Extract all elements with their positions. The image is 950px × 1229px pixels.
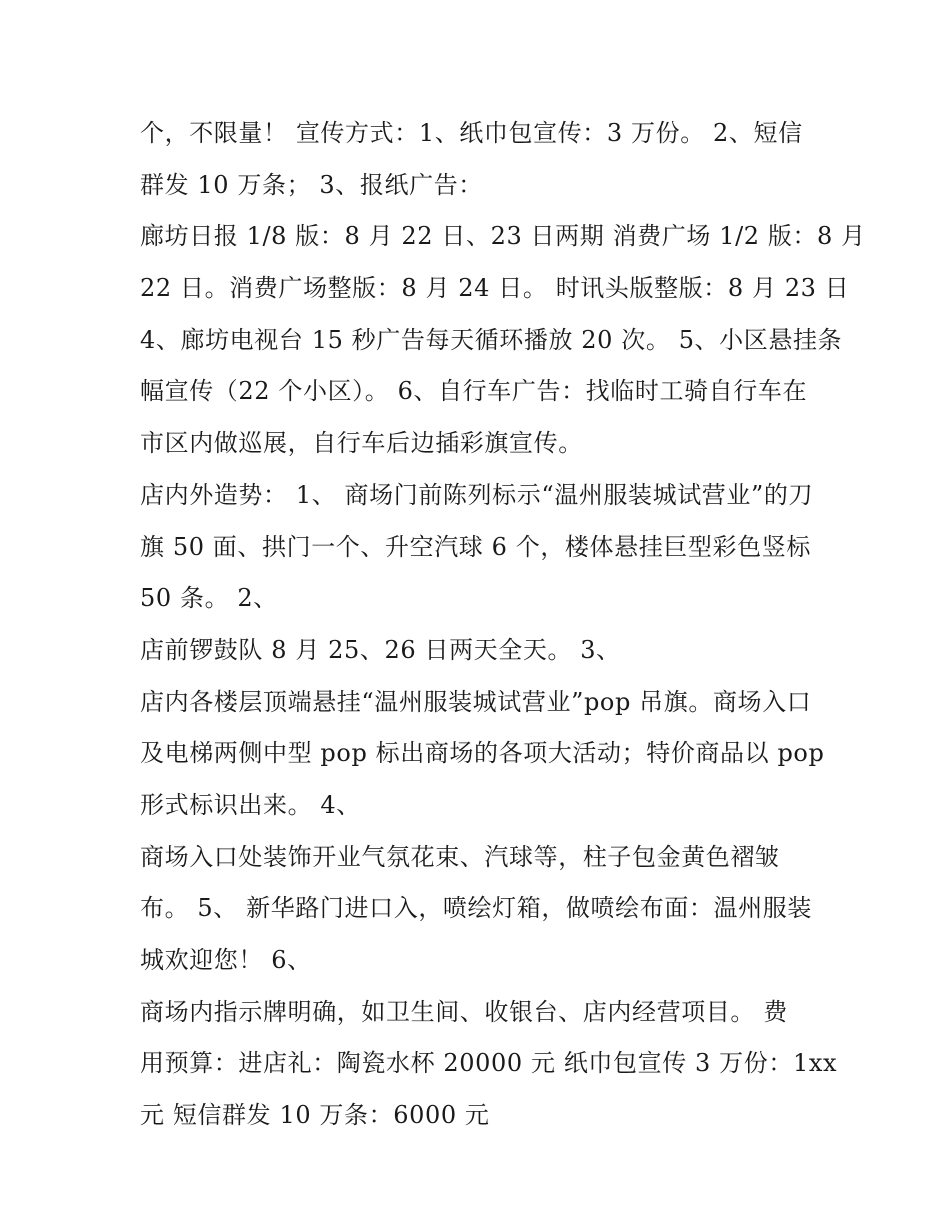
text-line: 市区内做巡展，自行车后边插彩旗宣传。 [140,429,583,458]
text-line: 布。 5、 新华路门进口入，喷绘灯箱，做喷绘布面：温州服装 [140,894,812,923]
text-line: 店内外造势： 1、 商场门前陈列标示“温州服装城试营业”的刀 [140,480,814,509]
text-line: 店内各楼层顶端悬挂“温州服装城试营业”pop 吊旗。商场入口 [140,687,812,716]
text-line: 形式标识出来。 4、 [140,790,361,819]
text-line: 商场内指示牌明确，如卫生间、收银台、店内经营项目。 费 [140,997,788,1026]
text-line: 22 日。消费广场整版：8 月 24 日。 时讯头版整版：8 月 23 日 [140,274,850,303]
text-line: 及电梯两侧中型 pop 标出商场的各项大活动；特价商品以 pop [140,739,825,768]
document-body [140,108,866,1142]
text-line: 群发 10 万条； 3、报纸广告： [140,170,483,199]
text-line: 旗 50 面、拱门一个、升空汽球 6 个，楼体悬挂巨型彩色竖标 [140,532,811,561]
text-line: 城欢迎您！ 6、 [140,946,312,974]
text-line: 4、廊坊电视台 15 秒广告每天循环播放 20 次。 5、小区悬挂条 [140,325,843,354]
text-line: 元 短信群发 10 万条：6000 元 [140,1101,490,1130]
text-line: 幅宣传（22 个小区）。 6、自行车广告：找临时工骑自行车在 [140,377,808,406]
text-line: 廊坊日报 1/8 版：8 月 22 日、23 日两期 消费广场 1/2 版：8 月 [140,222,866,251]
text-line: 个，不限量！ 宣传方式：1、纸巾包宣传：3 万份。 2、短信 [140,119,803,147]
text-line: 用预算：进店礼：陶瓷水杯 20000 元 纸巾包宣传 3 万份：1xx [140,1049,838,1078]
text-line: 商场入口处装饰开业气氛花束、汽球等，柱子包金黄色褶皱 [140,842,780,871]
text-line: 店前锣鼓队 8 月 25、26 日两天全天。 3、 [140,635,621,664]
text-line: 50 条。 2、 [140,584,278,613]
